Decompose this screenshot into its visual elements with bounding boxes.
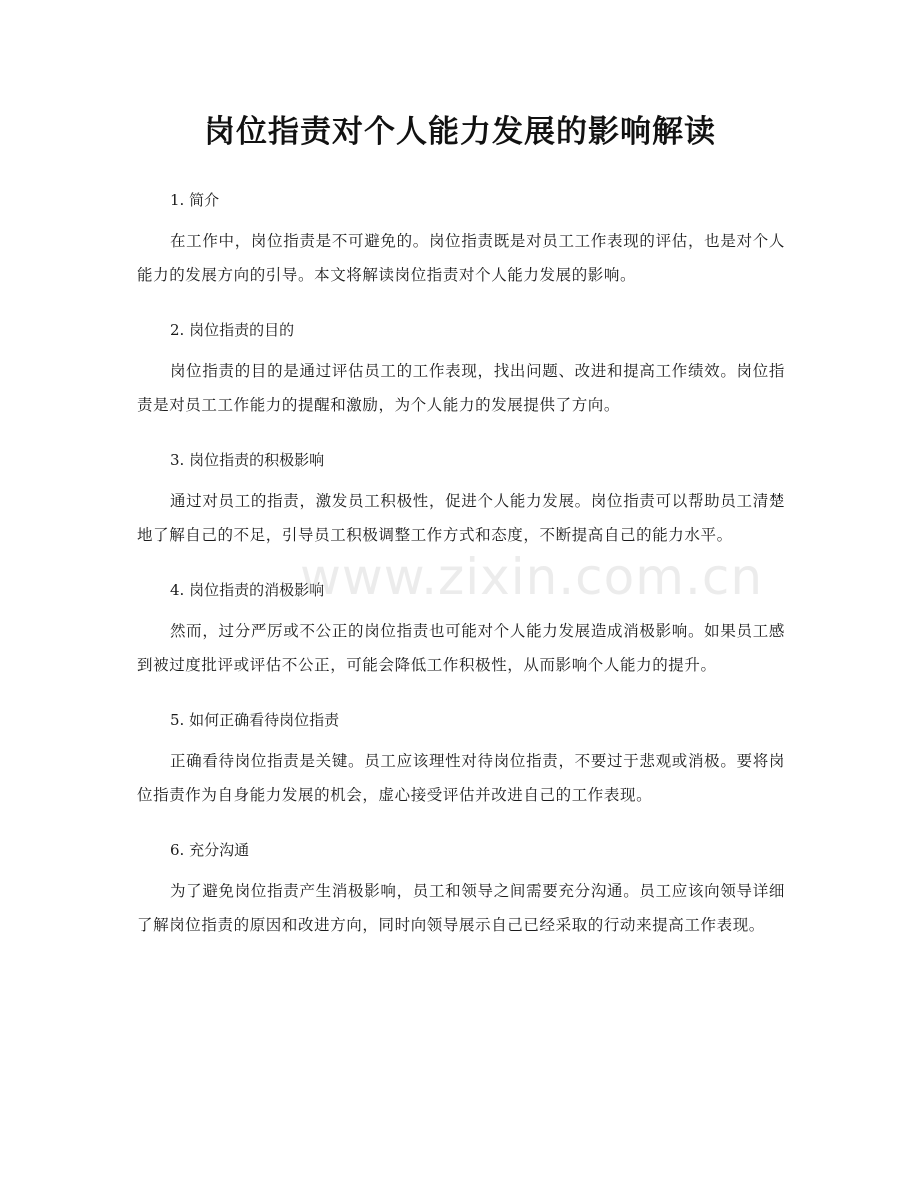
section-paragraph: 岗位指责的目的是通过评估员工的工作表现，找出问题、改进和提高工作绩效。岗位指责是对员工工作能力的提醒和激励，为个人能力的发展提供了方向。 (137, 362, 785, 414)
section-heading: 1. 简介 (170, 191, 220, 209)
section-paragraph: 然而，过分严厉或不公正的岗位指责也可能对个人能力发展造成消极影响。如果员工感到被过度批评或评估不公正，可能会降低工作积极性，从而影响个人能力的提升。 (137, 622, 785, 674)
section-correct-view (137, 696, 785, 812)
section-heading: 4. 岗位指责的消极影响 (170, 581, 325, 599)
page-title: 岗位指责对个人能力发展的影响解读 (204, 114, 716, 150)
section-paragraph: 为了避免岗位指责产生消极影响，员工和领导之间需要充分沟通。员工应该向领导详细了解岗位指责的原因和改进方向，同时向领导展示自己已经采取的行动来提高工作表现。 (137, 882, 785, 934)
section-heading: 5. 如何正确看待岗位指责 (170, 711, 340, 729)
section-paragraph: 在工作中，岗位指责是不可避免的。岗位指责既是对员工工作表现的评估，也是对个人能力的发展方向的引导。本文将解读岗位指责对个人能力发展的影响。 (137, 232, 785, 284)
section-negative-impact (137, 566, 785, 682)
section-communication (137, 826, 785, 942)
section-heading: 2. 岗位指责的目的 (170, 321, 295, 339)
section-paragraph: 通过对员工的指责，激发员工积极性，促进个人能力发展。岗位指责可以帮助员工清楚地了解自己的不足，引导员工积极调整工作方式和态度，不断提高自己的能力水平。 (137, 492, 785, 544)
section-heading: 3. 岗位指责的积极影响 (170, 451, 325, 469)
section-positive-impact (137, 436, 785, 552)
section-paragraph: 正确看待岗位指责是关键。员工应该理性对待岗位指责，不要过于悲观或消极。要将岗位指责作为自身能力发展的机会，虚心接受评估并改进自己的工作表现。 (137, 752, 785, 804)
watermark: www.zixin.com.cn (300, 548, 764, 606)
section-purpose (137, 306, 785, 422)
section-heading: 6. 充分沟通 (170, 841, 250, 859)
section-intro (137, 176, 785, 292)
document-body (137, 176, 785, 956)
